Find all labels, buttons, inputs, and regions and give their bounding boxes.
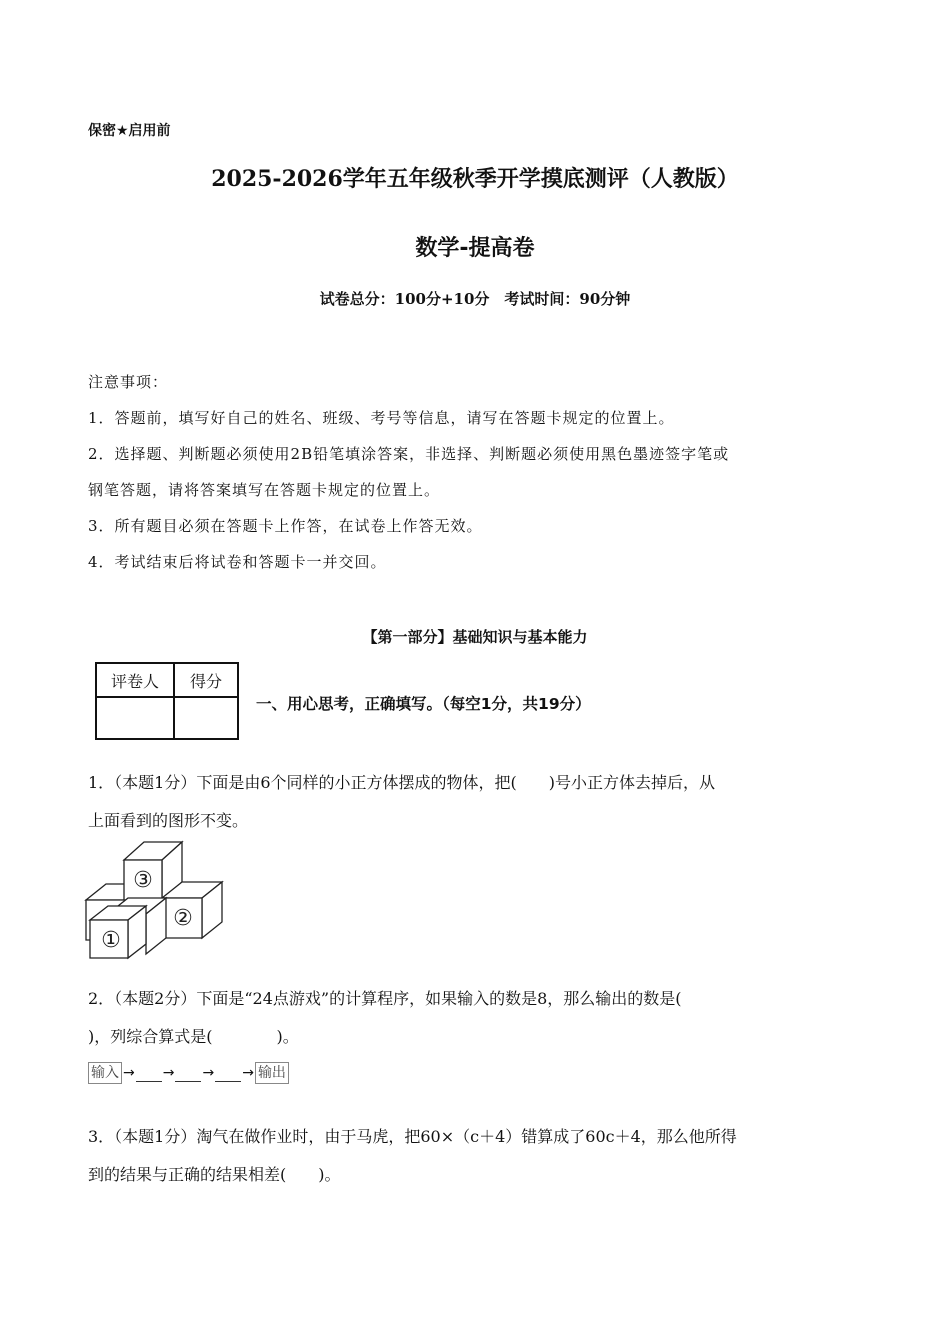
flow-step-blank[interactable]: [136, 1065, 162, 1082]
flow-input-box: 输入: [88, 1062, 122, 1084]
question-3: [88, 1118, 863, 1194]
note-item: 钢笔答题，请将答案填写在答题卡规定的位置上。: [88, 481, 441, 499]
question-text: 2．（本题2分）下面是“24点游戏”的计算程序，如果输入的数是8，那么输出的数是(: [88, 989, 682, 1008]
note-item: 1．答题前，填写好自己的姓名、班级、考号等信息，请写在答题卡规定的位置上。: [88, 409, 675, 427]
cube-label-2: ②: [173, 906, 193, 931]
question-text: 上面看到的图形不变。: [88, 811, 249, 830]
score-table: [95, 662, 239, 740]
note-item: 3．所有题目必须在答题卡上作答，在试卷上作答无效。: [88, 517, 483, 535]
part-heading: 【第一部分】基础知识与基本能力: [362, 628, 588, 646]
grader-cell[interactable]: [96, 697, 174, 739]
exam-notes: [88, 364, 868, 580]
flow-step-blank[interactable]: [215, 1065, 241, 1082]
notes-heading: 注意事项：: [88, 373, 169, 391]
cube-label-3: ③: [133, 868, 153, 893]
score-cell[interactable]: [174, 697, 238, 739]
confidential-label: 保密★启用前: [88, 123, 171, 139]
note-item: 2．选择题、判断题必须使用2B铅笔填涂答案，非选择、判断题必须使用黑色墨迹签字笔或: [88, 445, 730, 463]
exam-subtitle: 数学-提高卷: [415, 236, 535, 261]
section-heading: 一、用心思考，正确填写。（每空1分，共19分）: [256, 695, 591, 713]
question-text: 1．（本题1分）下面是由6个同样的小正方体摆成的物体，把( )号小正方体去掉后，从: [88, 773, 716, 792]
flow-step-blank[interactable]: [175, 1065, 201, 1082]
note-item: 4．考试结束后将试卷和答题卡一并交回。: [88, 553, 387, 571]
question-1: [88, 764, 863, 840]
question-text: )，列综合算式是( )。: [88, 1027, 299, 1046]
calculation-flow: [88, 1062, 289, 1086]
score-header: 得分: [174, 663, 238, 697]
flow-arrow: →: [162, 1065, 175, 1081]
question-text: 3．（本题1分）淘气在做作业时，由于马虎，把60×（c＋4）错算成了60c＋4，那么他所得: [88, 1127, 737, 1146]
flow-arrow: →: [242, 1065, 254, 1081]
grader-header: 评卷人: [96, 663, 174, 697]
question-text: 到的结果与正确的结果相差( )。: [88, 1165, 341, 1184]
flow-arrow: →: [202, 1065, 215, 1081]
flow-output-box: 输出: [255, 1062, 289, 1084]
exam-title: 2025-2026学年五年级秋季开学摸底测评（人教版）: [211, 166, 739, 192]
flow-arrow: →: [123, 1065, 135, 1081]
score-and-time: 试卷总分：100分+10分 考试时间：90分钟: [319, 290, 631, 308]
question-2: [88, 980, 863, 1056]
cube-figure: [84, 840, 226, 960]
cube-label-1: ①: [101, 928, 121, 953]
